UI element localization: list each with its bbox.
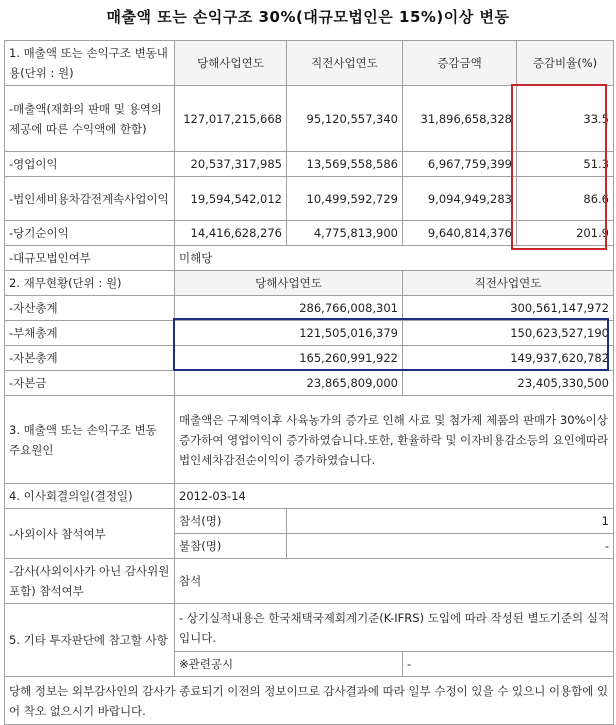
table-row-large-corp: [5, 246, 614, 271]
related-disclosure-label: ※관련공시: [175, 652, 403, 677]
table-row-pretax-income: [5, 177, 614, 221]
section1-label: 1. 매출액 또는 손익구조 변동내용(단위 : 원): [5, 41, 175, 86]
row-label: -매출액(재화의 판매 및 용역의 제공에 따른 수익액에 한함): [5, 86, 175, 152]
value-previous: 13,569,558,586: [287, 152, 403, 177]
section2-label: 2. 재무현황(단위 : 원): [5, 271, 175, 296]
section4-row: [5, 484, 614, 509]
table-row-revenue: [5, 86, 614, 152]
value-previous: 23,405,330,500: [403, 371, 614, 396]
value-ratio: 86.6: [517, 177, 614, 221]
footer-row: [5, 677, 614, 725]
col-header-ratio: 증감비율(%): [517, 41, 614, 86]
value-previous: 10,499,592,729: [287, 177, 403, 221]
outside-directors-label: -사외이사 참석여부: [5, 509, 175, 559]
value-ratio: 51.3: [517, 152, 614, 177]
row-label: -자본금: [5, 371, 175, 396]
section3-row: [5, 396, 614, 484]
table-row-auditor-attendance: [5, 559, 614, 604]
value-current: 14,416,628,276: [175, 221, 287, 246]
col-header-change: 증감금액: [403, 41, 517, 86]
value-current: 20,537,317,985: [175, 152, 287, 177]
value-ratio: 201.9: [517, 221, 614, 246]
row-label: -자본총계: [5, 346, 175, 371]
page-title: 매출액 또는 손익구조 30%(대규모법인은 15%)이상 변동: [106, 8, 510, 26]
row-label: -당기순이익: [5, 221, 175, 246]
value-previous: 150,623,527,190: [403, 321, 614, 346]
section2-header-row: [5, 271, 614, 296]
value-change: 9,640,814,376: [403, 221, 517, 246]
large-corp-value: 미해당: [175, 246, 614, 271]
auditor-value: 참석: [175, 559, 614, 604]
value-ratio: 33.5: [517, 86, 614, 152]
table-row-total-liabilities: [5, 321, 614, 346]
value-current: 23,865,809,000: [175, 371, 403, 396]
value-current: 286,766,008,301: [175, 296, 403, 321]
row-label: -대규모법인여부: [5, 246, 175, 271]
row-label: -자산총계: [5, 296, 175, 321]
section4-label: 4. 이사회결의일(결정일): [5, 484, 175, 509]
table-row-total-equity: [5, 346, 614, 371]
value-previous: 300,561,147,972: [403, 296, 614, 321]
section5-text: - 상기실적내용은 한국채택국제회계기준(K-IFRS) 도입에 따라 작성된 별도기준의 실적입니다.: [175, 604, 614, 652]
table-row-net-income: [5, 221, 614, 246]
value-current: 165,260,991,922: [175, 346, 403, 371]
absent-label: 불참(명): [175, 534, 287, 559]
section5-label: 5. 기타 투자판단에 참고할 사항: [5, 604, 175, 677]
table-row-operating-income: [5, 152, 614, 177]
section5-row: [5, 604, 614, 652]
section1-header-row: [5, 41, 614, 86]
table-row-total-assets: [5, 296, 614, 321]
section3-text: 매출액은 구제역이후 사육농가의 증가로 인해 사료 및 첨가제 제품의 판매가 30%이상증가하여 영업이익이 증가하였습니다.또한, 환율하락 및 이자비용감소등의 요인에따라 법인세차감전순이익이 증가하였습니다.: [175, 396, 614, 484]
row-label: -법인세비용차감전계속사업이익: [5, 177, 175, 221]
value-change: 6,967,759,399: [403, 152, 517, 177]
value-current: 19,594,542,012: [175, 177, 287, 221]
row-label: -영업이익: [5, 152, 175, 177]
disclosure-table: [4, 40, 614, 725]
board-resolution-date: 2012-03-14: [175, 484, 614, 509]
col-header-current: 당해사업연도: [175, 41, 287, 86]
col-header-current: 당해사업연도: [175, 271, 403, 296]
table-row-capital: [5, 371, 614, 396]
auditor-label: -감사(사외이사가 아닌 감사위원 포함) 참석여부: [5, 559, 175, 604]
value-previous: 4,775,813,900: [287, 221, 403, 246]
value-current: 127,017,215,668: [175, 86, 287, 152]
value-change: 9,094,949,283: [403, 177, 517, 221]
value-change: 31,896,658,328: [403, 86, 517, 152]
value-current: 121,505,016,379: [175, 321, 403, 346]
related-disclosure-value: -: [403, 652, 614, 677]
table-row-outside-directors-attend: [5, 509, 614, 534]
footer-notice: 당해 정보는 외부감사인의 감사가 종료되기 이전의 정보이므로 감사결과에 따라 일부 수정이 있을 수 있으니 이용함에 있어 착오 없으시기 바랍니다.: [5, 677, 614, 725]
value-previous: 95,120,557,340: [287, 86, 403, 152]
col-header-previous: 직전사업연도: [287, 41, 403, 86]
col-header-previous: 직전사업연도: [403, 271, 614, 296]
value-previous: 149,937,620,782: [403, 346, 614, 371]
absent-value: -: [287, 534, 614, 559]
attend-value: 1: [287, 509, 614, 534]
attend-label: 참석(명): [175, 509, 287, 534]
row-label: -부채총계: [5, 321, 175, 346]
section3-label: 3. 매출액 또는 손익구조 변동 주요원인: [5, 396, 175, 484]
